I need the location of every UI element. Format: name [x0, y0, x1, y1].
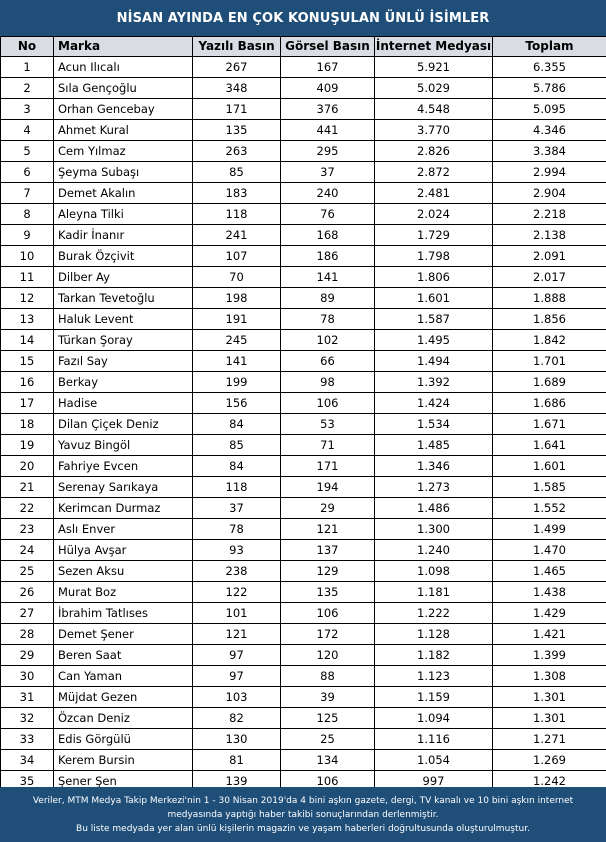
table-row	[1, 435, 606, 456]
cell-no: 8	[1, 204, 54, 225]
cell-gorsel-basin: 25	[281, 729, 375, 750]
cell-yazili-basin: 84	[193, 414, 281, 435]
cell-toplam: 1.271	[493, 729, 606, 750]
cell-toplam: 1.601	[493, 456, 606, 477]
table-row	[1, 372, 606, 393]
cell-marka: Aslı Enver	[54, 519, 193, 540]
cell-toplam: 1.689	[493, 372, 606, 393]
column-header-yazili-basin: Yazılı Basın	[193, 37, 281, 57]
cell-yazili-basin: 241	[193, 225, 281, 246]
cell-no: 4	[1, 120, 54, 141]
cell-internet-medyasi: 1.300	[375, 519, 493, 540]
cell-no: 14	[1, 330, 54, 351]
cell-gorsel-basin: 129	[281, 561, 375, 582]
cell-no: 15	[1, 351, 54, 372]
cell-no: 3	[1, 99, 54, 120]
cell-no: 9	[1, 225, 54, 246]
table-row	[1, 78, 606, 99]
cell-toplam: 3.384	[493, 141, 606, 162]
cell-yazili-basin: 107	[193, 246, 281, 267]
table-header-row	[1, 37, 606, 57]
table-row	[1, 708, 606, 729]
cell-no: 30	[1, 666, 54, 687]
cell-internet-medyasi: 2.024	[375, 204, 493, 225]
cell-toplam: 1.421	[493, 624, 606, 645]
cell-yazili-basin: 141	[193, 351, 281, 372]
cell-marka: Orhan Gencebay	[54, 99, 193, 120]
table-body	[1, 57, 606, 792]
cell-internet-medyasi: 2.826	[375, 141, 493, 162]
cell-no: 21	[1, 477, 54, 498]
cell-gorsel-basin: 71	[281, 435, 375, 456]
cell-toplam: 1.301	[493, 687, 606, 708]
cell-toplam: 2.904	[493, 183, 606, 204]
cell-marka: Özcan Deniz	[54, 708, 193, 729]
cell-yazili-basin: 135	[193, 120, 281, 141]
cell-marka: Ahmet Kural	[54, 120, 193, 141]
cell-marka: Şener Şen	[54, 771, 193, 792]
cell-internet-medyasi: 1.729	[375, 225, 493, 246]
table-row	[1, 141, 606, 162]
cell-marka: Fazıl Say	[54, 351, 193, 372]
cell-marka: Türkan Şoray	[54, 330, 193, 351]
cell-toplam: 1.842	[493, 330, 606, 351]
table-row	[1, 666, 606, 687]
cell-yazili-basin: 78	[193, 519, 281, 540]
table-row	[1, 603, 606, 624]
cell-gorsel-basin: 121	[281, 519, 375, 540]
cell-yazili-basin: 198	[193, 288, 281, 309]
table-row	[1, 414, 606, 435]
table-row	[1, 645, 606, 666]
cell-gorsel-basin: 53	[281, 414, 375, 435]
cell-gorsel-basin: 37	[281, 162, 375, 183]
cell-internet-medyasi: 5.921	[375, 57, 493, 78]
column-header-no: No	[1, 37, 54, 57]
cell-yazili-basin: 156	[193, 393, 281, 414]
column-header-internet-medyasi: İnternet Medyası	[375, 37, 493, 57]
cell-gorsel-basin: 172	[281, 624, 375, 645]
table-row	[1, 477, 606, 498]
cell-gorsel-basin: 171	[281, 456, 375, 477]
cell-yazili-basin: 191	[193, 309, 281, 330]
cell-yazili-basin: 118	[193, 477, 281, 498]
cell-internet-medyasi: 1.424	[375, 393, 493, 414]
cell-internet-medyasi: 5.029	[375, 78, 493, 99]
footer-note	[0, 787, 606, 842]
cell-internet-medyasi: 1.116	[375, 729, 493, 750]
cell-toplam: 5.786	[493, 78, 606, 99]
cell-internet-medyasi: 1.806	[375, 267, 493, 288]
footer-line: Veriler, MTM Medya Takip Merkezi'nin 1 - 30 Nisan 2019'da 4 bini aşkın gazete, dergi, TV kanalı ve 10 bini aşkın internet	[32, 796, 574, 806]
cell-gorsel-basin: 137	[281, 540, 375, 561]
cell-internet-medyasi: 3.770	[375, 120, 493, 141]
cell-no: 1	[1, 57, 54, 78]
cell-yazili-basin: 122	[193, 582, 281, 603]
cell-toplam: 4.346	[493, 120, 606, 141]
cell-no: 31	[1, 687, 54, 708]
cell-internet-medyasi: 4.548	[375, 99, 493, 120]
cell-no: 26	[1, 582, 54, 603]
cell-gorsel-basin: 194	[281, 477, 375, 498]
cell-gorsel-basin: 409	[281, 78, 375, 99]
cell-marka: Kerem Bursin	[54, 750, 193, 771]
cell-no: 28	[1, 624, 54, 645]
cell-yazili-basin: 81	[193, 750, 281, 771]
cell-yazili-basin: 130	[193, 729, 281, 750]
cell-no: 16	[1, 372, 54, 393]
cell-marka: Edis Görgülü	[54, 729, 193, 750]
footer-line: medyasında yaptığı haber takibi sonuçlarından derlenmiştir.	[167, 810, 439, 820]
cell-internet-medyasi: 2.872	[375, 162, 493, 183]
table-row	[1, 750, 606, 771]
cell-marka: Müjdat Gezen	[54, 687, 193, 708]
cell-gorsel-basin: 141	[281, 267, 375, 288]
cell-toplam: 2.091	[493, 246, 606, 267]
cell-no: 32	[1, 708, 54, 729]
cell-yazili-basin: 238	[193, 561, 281, 582]
cell-gorsel-basin: 240	[281, 183, 375, 204]
cell-gorsel-basin: 168	[281, 225, 375, 246]
cell-toplam: 1.552	[493, 498, 606, 519]
column-header-toplam: Toplam	[493, 37, 606, 57]
cell-gorsel-basin: 106	[281, 771, 375, 792]
cell-yazili-basin: 263	[193, 141, 281, 162]
table-row	[1, 582, 606, 603]
cell-gorsel-basin: 376	[281, 99, 375, 120]
cell-no: 7	[1, 183, 54, 204]
table-row	[1, 393, 606, 414]
cell-gorsel-basin: 102	[281, 330, 375, 351]
cell-toplam: 1.269	[493, 750, 606, 771]
column-header-gorsel-basin: Görsel Basın	[281, 37, 375, 57]
cell-toplam: 1.641	[493, 435, 606, 456]
cell-yazili-basin: 85	[193, 162, 281, 183]
cell-gorsel-basin: 167	[281, 57, 375, 78]
cell-toplam: 1.470	[493, 540, 606, 561]
table-row	[1, 309, 606, 330]
cell-no: 13	[1, 309, 54, 330]
cell-yazili-basin: 199	[193, 372, 281, 393]
cell-toplam: 1.499	[493, 519, 606, 540]
cell-marka: Kerimcan Durmaz	[54, 498, 193, 519]
table-row	[1, 561, 606, 582]
cell-gorsel-basin: 76	[281, 204, 375, 225]
cell-marka: Yavuz Bingöl	[54, 435, 193, 456]
cell-yazili-basin: 82	[193, 708, 281, 729]
table-row	[1, 288, 606, 309]
cell-internet-medyasi: 1.222	[375, 603, 493, 624]
cell-internet-medyasi: 997	[375, 771, 493, 792]
table-row	[1, 498, 606, 519]
cell-yazili-basin: 103	[193, 687, 281, 708]
footer-line: Bu liste medyada yer alan ünlü kişilerin magazin ve yaşam haberleri doğrultusunda oluşturulmuştur.	[76, 824, 530, 834]
cell-marka: Cem Yılmaz	[54, 141, 193, 162]
cell-marka: Murat Boz	[54, 582, 193, 603]
cell-gorsel-basin: 29	[281, 498, 375, 519]
cell-marka: Aleyna Tilki	[54, 204, 193, 225]
cell-no: 19	[1, 435, 54, 456]
cell-toplam: 1.465	[493, 561, 606, 582]
cell-toplam: 2.218	[493, 204, 606, 225]
cell-gorsel-basin: 134	[281, 750, 375, 771]
cell-yazili-basin: 97	[193, 666, 281, 687]
cell-no: 33	[1, 729, 54, 750]
cell-marka: Burak Özçivit	[54, 246, 193, 267]
cell-marka: Demet Akalın	[54, 183, 193, 204]
cell-internet-medyasi: 2.481	[375, 183, 493, 204]
cell-gorsel-basin: 98	[281, 372, 375, 393]
cell-internet-medyasi: 1.181	[375, 582, 493, 603]
cell-internet-medyasi: 1.094	[375, 708, 493, 729]
cell-marka: Fahriye Evcen	[54, 456, 193, 477]
cell-toplam: 1.701	[493, 351, 606, 372]
table-row	[1, 99, 606, 120]
cell-yazili-basin: 121	[193, 624, 281, 645]
cell-toplam: 1.585	[493, 477, 606, 498]
cell-no: 11	[1, 267, 54, 288]
cell-gorsel-basin: 106	[281, 603, 375, 624]
cell-internet-medyasi: 1.601	[375, 288, 493, 309]
cell-yazili-basin: 70	[193, 267, 281, 288]
cell-yazili-basin: 118	[193, 204, 281, 225]
table-row	[1, 624, 606, 645]
cell-marka: Haluk Levent	[54, 309, 193, 330]
page-title: NİSAN AYINDA EN ÇOK KONUŞULAN ÜNLÜ İSİMLER	[0, 0, 606, 36]
table-row	[1, 162, 606, 183]
cell-toplam: 1.301	[493, 708, 606, 729]
cell-toplam: 1.429	[493, 603, 606, 624]
cell-toplam: 1.888	[493, 288, 606, 309]
cell-marka: Hadise	[54, 393, 193, 414]
cell-gorsel-basin: 66	[281, 351, 375, 372]
cell-gorsel-basin: 78	[281, 309, 375, 330]
cell-toplam: 1.399	[493, 645, 606, 666]
cell-no: 18	[1, 414, 54, 435]
cell-no: 10	[1, 246, 54, 267]
cell-gorsel-basin: 186	[281, 246, 375, 267]
cell-internet-medyasi: 1.098	[375, 561, 493, 582]
cell-yazili-basin: 37	[193, 498, 281, 519]
table-row	[1, 456, 606, 477]
cell-toplam: 1.438	[493, 582, 606, 603]
table-row	[1, 687, 606, 708]
cell-no: 35	[1, 771, 54, 792]
cell-toplam: 1.856	[493, 309, 606, 330]
cell-toplam: 2.138	[493, 225, 606, 246]
cell-marka: Hülya Avşar	[54, 540, 193, 561]
cell-yazili-basin: 267	[193, 57, 281, 78]
cell-marka: Demet Şener	[54, 624, 193, 645]
cell-marka: Beren Saat	[54, 645, 193, 666]
cell-no: 17	[1, 393, 54, 414]
cell-marka: Sıla Gençoğlu	[54, 78, 193, 99]
cell-gorsel-basin: 106	[281, 393, 375, 414]
cell-internet-medyasi: 1.159	[375, 687, 493, 708]
cell-toplam: 2.017	[493, 267, 606, 288]
ranking-table	[0, 36, 606, 792]
cell-internet-medyasi: 1.485	[375, 435, 493, 456]
table-row	[1, 267, 606, 288]
table-row	[1, 519, 606, 540]
cell-internet-medyasi: 1.346	[375, 456, 493, 477]
cell-yazili-basin: 171	[193, 99, 281, 120]
cell-yazili-basin: 139	[193, 771, 281, 792]
cell-internet-medyasi: 1.054	[375, 750, 493, 771]
cell-no: 2	[1, 78, 54, 99]
cell-gorsel-basin: 135	[281, 582, 375, 603]
cell-internet-medyasi: 1.128	[375, 624, 493, 645]
cell-internet-medyasi: 1.486	[375, 498, 493, 519]
cell-internet-medyasi: 1.273	[375, 477, 493, 498]
cell-no: 6	[1, 162, 54, 183]
table-row	[1, 120, 606, 141]
cell-yazili-basin: 348	[193, 78, 281, 99]
table-row	[1, 246, 606, 267]
table-row	[1, 540, 606, 561]
cell-gorsel-basin: 441	[281, 120, 375, 141]
cell-gorsel-basin: 120	[281, 645, 375, 666]
column-header-marka: Marka	[54, 37, 193, 57]
cell-yazili-basin: 101	[193, 603, 281, 624]
cell-marka: Can Yaman	[54, 666, 193, 687]
cell-toplam: 1.671	[493, 414, 606, 435]
table-row	[1, 330, 606, 351]
cell-no: 27	[1, 603, 54, 624]
cell-marka: Tarkan Tevetoğlu	[54, 288, 193, 309]
table-row	[1, 351, 606, 372]
cell-no: 23	[1, 519, 54, 540]
cell-marka: Dilan Çiçek Deniz	[54, 414, 193, 435]
cell-toplam: 6.355	[493, 57, 606, 78]
cell-toplam: 5.095	[493, 99, 606, 120]
cell-internet-medyasi: 1.495	[375, 330, 493, 351]
cell-internet-medyasi: 1.240	[375, 540, 493, 561]
cell-no: 24	[1, 540, 54, 561]
cell-yazili-basin: 183	[193, 183, 281, 204]
cell-toplam: 1.242	[493, 771, 606, 792]
cell-internet-medyasi: 1.182	[375, 645, 493, 666]
table-row	[1, 204, 606, 225]
cell-marka: İbrahim Tatlıses	[54, 603, 193, 624]
cell-marka: Acun Ilıcalı	[54, 57, 193, 78]
cell-gorsel-basin: 295	[281, 141, 375, 162]
cell-no: 25	[1, 561, 54, 582]
cell-internet-medyasi: 1.123	[375, 666, 493, 687]
cell-yazili-basin: 85	[193, 435, 281, 456]
cell-toplam: 1.308	[493, 666, 606, 687]
table-row	[1, 183, 606, 204]
cell-marka: Şeyma Subaşı	[54, 162, 193, 183]
cell-no: 29	[1, 645, 54, 666]
cell-no: 5	[1, 141, 54, 162]
cell-gorsel-basin: 88	[281, 666, 375, 687]
table-row	[1, 225, 606, 246]
cell-toplam: 2.994	[493, 162, 606, 183]
cell-yazili-basin: 84	[193, 456, 281, 477]
cell-marka: Sezen Aksu	[54, 561, 193, 582]
cell-yazili-basin: 97	[193, 645, 281, 666]
table-row	[1, 57, 606, 78]
cell-internet-medyasi: 1.494	[375, 351, 493, 372]
cell-gorsel-basin: 89	[281, 288, 375, 309]
cell-gorsel-basin: 39	[281, 687, 375, 708]
cell-yazili-basin: 245	[193, 330, 281, 351]
cell-no: 20	[1, 456, 54, 477]
cell-marka: Berkay	[54, 372, 193, 393]
cell-internet-medyasi: 1.798	[375, 246, 493, 267]
table-row	[1, 729, 606, 750]
cell-no: 12	[1, 288, 54, 309]
cell-marka: Serenay Sarıkaya	[54, 477, 193, 498]
cell-gorsel-basin: 125	[281, 708, 375, 729]
cell-toplam: 1.686	[493, 393, 606, 414]
cell-yazili-basin: 93	[193, 540, 281, 561]
cell-no: 34	[1, 750, 54, 771]
cell-internet-medyasi: 1.587	[375, 309, 493, 330]
cell-no: 22	[1, 498, 54, 519]
cell-internet-medyasi: 1.534	[375, 414, 493, 435]
cell-marka: Kadir İnanır	[54, 225, 193, 246]
cell-internet-medyasi: 1.392	[375, 372, 493, 393]
cell-marka: Dilber Ay	[54, 267, 193, 288]
